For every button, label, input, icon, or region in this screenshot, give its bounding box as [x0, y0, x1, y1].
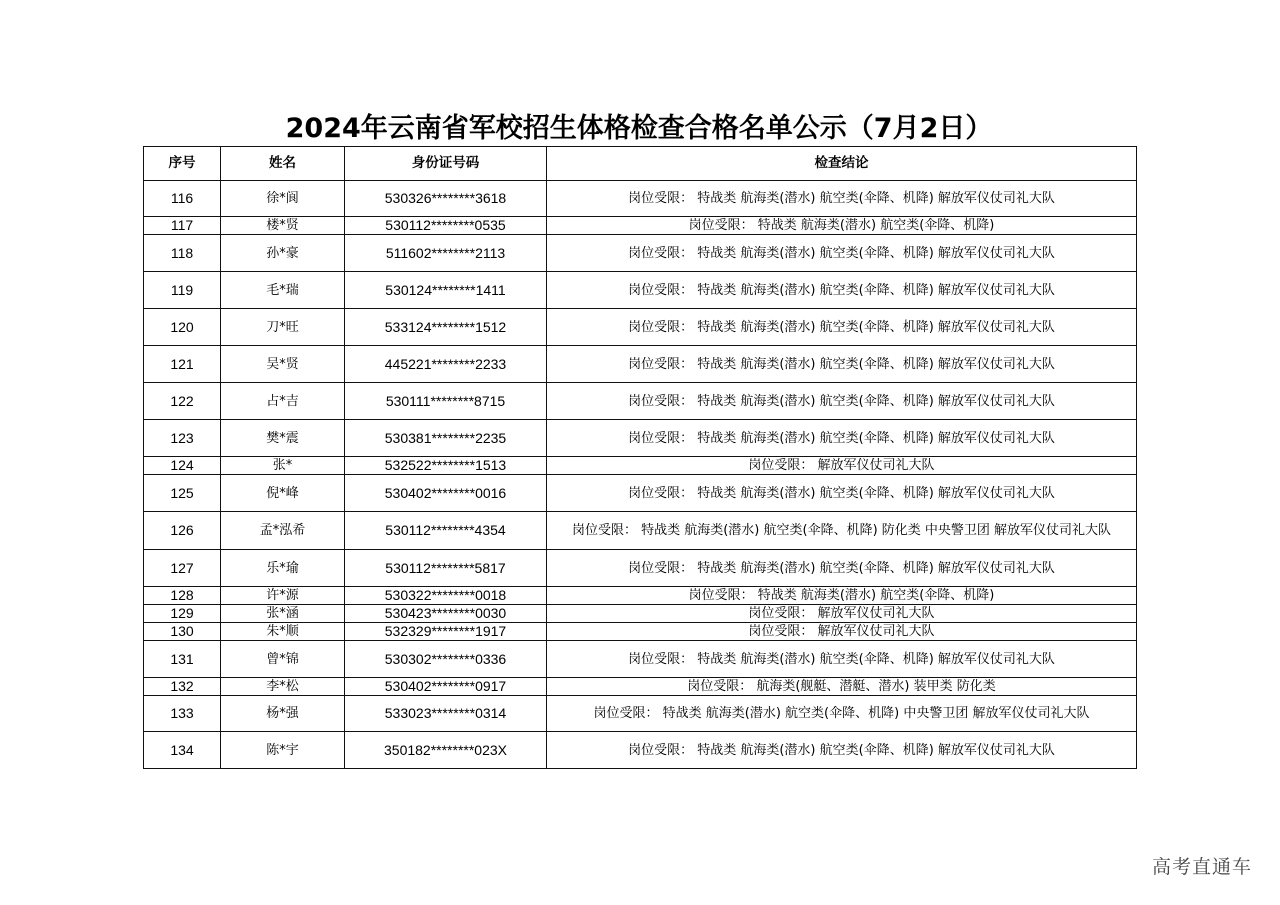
cell-seq: 123 — [144, 420, 221, 457]
cell-seq: 132 — [144, 678, 221, 696]
cell-id: 530381********2235 — [345, 420, 547, 457]
table-row — [144, 732, 1137, 769]
cell-seq: 116 — [144, 181, 221, 217]
cell-name: 刀*旺 — [221, 309, 345, 346]
table-row — [144, 420, 1137, 457]
cell-seq: 128 — [144, 587, 221, 605]
table-row — [144, 512, 1137, 550]
cell-seq: 120 — [144, 309, 221, 346]
table-row — [144, 272, 1137, 309]
cell-seq: 124 — [144, 457, 221, 475]
cell-name: 孙*豪 — [221, 235, 345, 272]
cell-seq: 125 — [144, 475, 221, 512]
cell-id: 530302********0336 — [345, 641, 547, 678]
table-row — [144, 457, 1137, 475]
cell-name: 乐*瑜 — [221, 550, 345, 587]
cell-id: 445221********2233 — [345, 346, 547, 383]
cell-name: 吴*贤 — [221, 346, 345, 383]
watermark-text: 高考直通车 — [1151, 856, 1252, 878]
cell-id: 530112********5817 — [345, 550, 547, 587]
table-row — [144, 696, 1137, 732]
cell-result: 岗位受限： 特战类 航海类(潜水) 航空类(伞降、机降) 解放军仪仗司礼大队 — [547, 346, 1137, 383]
table-row — [144, 605, 1137, 623]
table-row — [144, 235, 1137, 272]
table-row — [144, 309, 1137, 346]
table-row — [144, 641, 1137, 678]
cell-name: 徐*阆 — [221, 181, 345, 217]
cell-name: 毛*瑞 — [221, 272, 345, 309]
cell-name: 倪*峰 — [221, 475, 345, 512]
cell-seq: 117 — [144, 217, 221, 235]
cell-result: 岗位受限： 特战类 航海类(潜水) 航空类(伞降、机降) 解放军仪仗司礼大队 — [547, 475, 1137, 512]
cell-result: 岗位受限： 特战类 航海类(潜水) 航空类(伞降、机降) 解放军仪仗司礼大队 — [547, 732, 1137, 769]
cell-name: 樊*震 — [221, 420, 345, 457]
cell-name: 陈*宇 — [221, 732, 345, 769]
header-name: 姓名 — [221, 147, 345, 181]
cell-result: 岗位受限： 航海类(舰艇、潜艇、潜水) 装甲类 防化类 — [547, 678, 1137, 696]
cell-result: 岗位受限： 特战类 航海类(潜水) 航空类(伞降、机降) 解放军仪仗司礼大队 — [547, 181, 1137, 217]
cell-id: 530111********8715 — [345, 383, 547, 420]
cell-result: 岗位受限： 特战类 航海类(潜水) 航空类(伞降、机降) 中央警卫团 解放军仪仗司礼大队 — [547, 696, 1137, 732]
cell-name: 朱*顺 — [221, 623, 345, 641]
cell-result: 岗位受限： 特战类 航海类(潜水) 航空类(伞降、机降) — [547, 217, 1137, 235]
cell-name: 孟*泓希 — [221, 512, 345, 550]
roster-table — [143, 146, 1137, 769]
cell-name: 许*源 — [221, 587, 345, 605]
table-row — [144, 217, 1137, 235]
cell-id: 530322********0018 — [345, 587, 547, 605]
cell-id: 530402********0917 — [345, 678, 547, 696]
cell-id: 530112********0535 — [345, 217, 547, 235]
table-row — [144, 678, 1137, 696]
cell-seq: 130 — [144, 623, 221, 641]
cell-id: 511602********2113 — [345, 235, 547, 272]
table-row — [144, 181, 1137, 217]
cell-seq: 121 — [144, 346, 221, 383]
cell-name: 李*松 — [221, 678, 345, 696]
table-row — [144, 550, 1137, 587]
cell-result: 岗位受限： 解放军仪仗司礼大队 — [547, 605, 1137, 623]
table-row — [144, 623, 1137, 641]
cell-name: 楼*贤 — [221, 217, 345, 235]
table-header-row — [144, 147, 1137, 181]
cell-id: 530112********4354 — [345, 512, 547, 550]
cell-seq: 126 — [144, 512, 221, 550]
cell-name: 杨*强 — [221, 696, 345, 732]
cell-result: 岗位受限： 特战类 航海类(潜水) 航空类(伞降、机降) 防化类 中央警卫团 解放军仪仗司礼大队 — [547, 512, 1137, 550]
cell-id: 532329********1917 — [345, 623, 547, 641]
table-row — [144, 475, 1137, 512]
cell-seq: 134 — [144, 732, 221, 769]
cell-result: 岗位受限： 特战类 航海类(潜水) 航空类(伞降、机降) 解放军仪仗司礼大队 — [547, 272, 1137, 309]
cell-seq: 131 — [144, 641, 221, 678]
table-row — [144, 587, 1137, 605]
cell-result: 岗位受限： 特战类 航海类(潜水) 航空类(伞降、机降) — [547, 587, 1137, 605]
cell-id: 533023********0314 — [345, 696, 547, 732]
cell-seq: 127 — [144, 550, 221, 587]
cell-id: 350182********023X — [345, 732, 547, 769]
header-id: 身份证号码 — [345, 147, 547, 181]
cell-id: 530423********0030 — [345, 605, 547, 623]
cell-seq: 118 — [144, 235, 221, 272]
cell-name: 张*涵 — [221, 605, 345, 623]
cell-result: 岗位受限： 解放军仪仗司礼大队 — [547, 623, 1137, 641]
header-seq: 序号 — [144, 147, 221, 181]
cell-id: 530402********0016 — [345, 475, 547, 512]
cell-name: 占*吉 — [221, 383, 345, 420]
cell-id: 533124********1512 — [345, 309, 547, 346]
cell-name: 张* — [221, 457, 345, 475]
cell-seq: 129 — [144, 605, 221, 623]
header-result: 检查结论 — [547, 147, 1137, 181]
cell-result: 岗位受限： 解放军仪仗司礼大队 — [547, 457, 1137, 475]
cell-id: 530326********3618 — [345, 181, 547, 217]
cell-id: 530124********1411 — [345, 272, 547, 309]
page-title: 2024年云南省军校招生体格检查合格名单公示（7月2日） — [285, 113, 993, 144]
cell-result: 岗位受限： 特战类 航海类(潜水) 航空类(伞降、机降) 解放军仪仗司礼大队 — [547, 420, 1137, 457]
cell-seq: 133 — [144, 696, 221, 732]
cell-result: 岗位受限： 特战类 航海类(潜水) 航空类(伞降、机降) 解放军仪仗司礼大队 — [547, 235, 1137, 272]
cell-seq: 122 — [144, 383, 221, 420]
cell-result: 岗位受限： 特战类 航海类(潜水) 航空类(伞降、机降) 解放军仪仗司礼大队 — [547, 309, 1137, 346]
cell-result: 岗位受限： 特战类 航海类(潜水) 航空类(伞降、机降) 解放军仪仗司礼大队 — [547, 383, 1137, 420]
cell-id: 532522********1513 — [345, 457, 547, 475]
cell-result: 岗位受限： 特战类 航海类(潜水) 航空类(伞降、机降) 解放军仪仗司礼大队 — [547, 641, 1137, 678]
table-row — [144, 383, 1137, 420]
cell-result: 岗位受限： 特战类 航海类(潜水) 航空类(伞降、机降) 解放军仪仗司礼大队 — [547, 550, 1137, 587]
cell-seq: 119 — [144, 272, 221, 309]
cell-name: 曾*锦 — [221, 641, 345, 678]
table-row — [144, 346, 1137, 383]
